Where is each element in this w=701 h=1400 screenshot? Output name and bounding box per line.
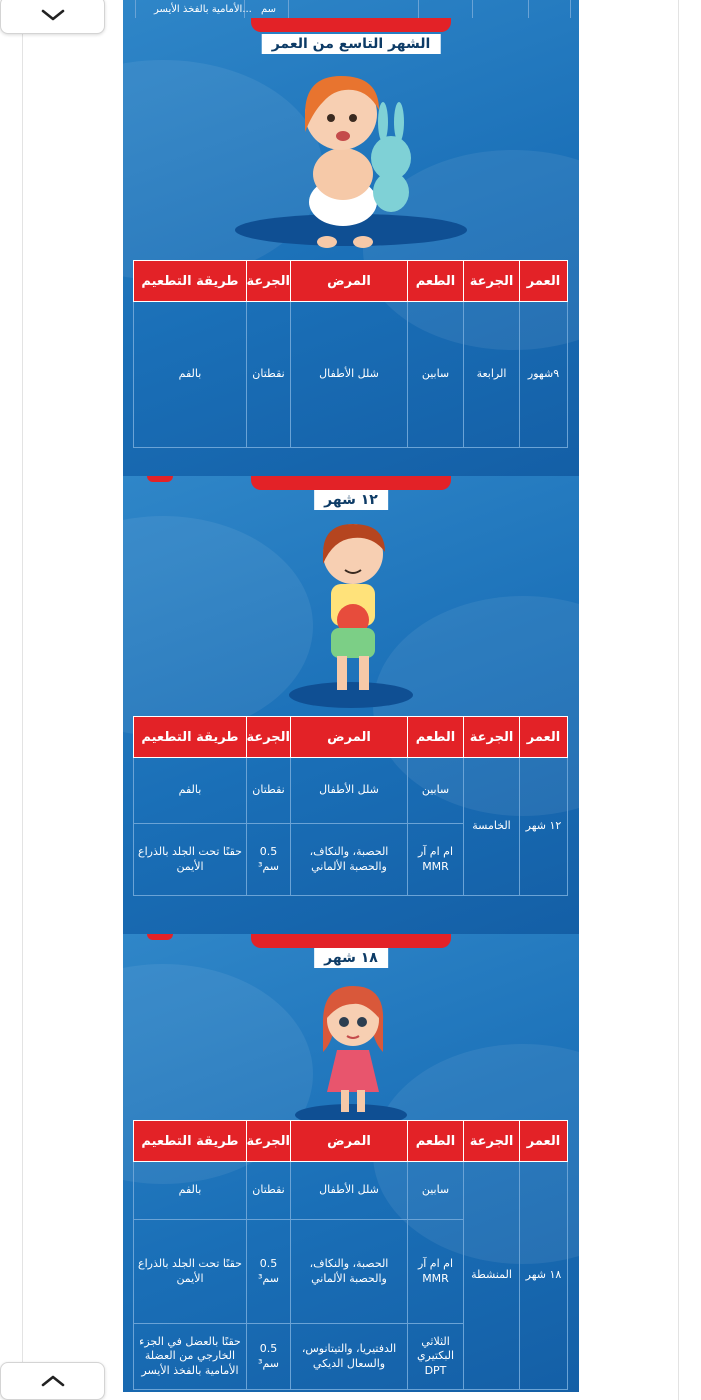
expand-button[interactable] — [0, 1362, 105, 1400]
disease-cell: الحصبة، والنكاف، والحصبة الألماني — [291, 1220, 408, 1324]
red-banner — [251, 934, 451, 948]
method-cell: حقنًا بالعضل في الجزء الخارجي من العضلة الأمامية بالفخذ الأيسر — [134, 1324, 247, 1390]
header-age: العمر — [520, 1121, 568, 1162]
header-dose: الجرعة — [247, 261, 291, 302]
table-row — [134, 758, 568, 824]
header-age: العمر — [520, 717, 568, 758]
method-cell: بالفم — [134, 758, 247, 824]
method-cell: حقنًا تحت الجلد بالذراع الأيمن — [134, 1220, 247, 1324]
header-dose: الجرعة — [247, 1121, 291, 1162]
header-method: طريقة التطعيم — [134, 717, 247, 758]
collapse-button[interactable] — [0, 0, 105, 34]
table-row — [134, 302, 568, 448]
disease-cell: شلل الأطفال — [291, 302, 408, 448]
table-header-row — [134, 1121, 568, 1162]
header-method: طريقة التطعيم — [134, 261, 247, 302]
disease-cell: شلل الأطفال — [291, 1162, 408, 1220]
age-cell: ١٨ شهر — [520, 1162, 568, 1390]
header-dose-number: الجرعة — [464, 261, 520, 302]
dose-cell: نقطتان — [247, 302, 291, 448]
dose-cell: نقطتان — [247, 1162, 291, 1220]
panel-month-18 — [123, 934, 579, 1392]
dose-cell: 0.5 سم³ — [247, 1220, 291, 1324]
logo-fragment — [147, 476, 173, 482]
dose-cell: 0.5 سم³ — [247, 1324, 291, 1390]
header-vaccine: الطعم — [408, 261, 464, 302]
vaccine-cell: ام ام آر MMR — [408, 1220, 464, 1324]
table-header-row — [134, 717, 568, 758]
left-border — [22, 0, 23, 1400]
right-border — [678, 0, 679, 1400]
disease-cell: شلل الأطفال — [291, 758, 408, 824]
vaccine-cell: الثلاثي البكتيري DPT — [408, 1324, 464, 1390]
header-disease: المرض — [291, 717, 408, 758]
header-dose-number: الجرعة — [464, 1121, 520, 1162]
dose-cell: 0.5 سم³ — [247, 824, 291, 896]
bg-wave — [123, 516, 313, 736]
age-cell: ٩شهور — [520, 302, 568, 448]
vaccine-cell: سابين — [408, 302, 464, 448]
prev-method-fragment: ...الأمامية بالفخذ الأيسر — [154, 4, 252, 15]
section-title: ١٢ شهر — [314, 490, 388, 510]
red-banner — [251, 18, 451, 32]
disease-cell: الدفتيريا، والتيتانوس، والسعال الديكي — [291, 1324, 408, 1390]
header-vaccine: الطعم — [408, 717, 464, 758]
vaccine-table — [133, 260, 568, 448]
vaccine-cell: سابين — [408, 758, 464, 824]
section-title: ١٨ شهر — [314, 948, 388, 968]
header-dose: الجرعة — [247, 717, 291, 758]
chevron-up-icon — [40, 1373, 66, 1389]
section-title: الشهر التاسع من العمر — [262, 34, 441, 54]
panel-month-9 — [123, 0, 579, 476]
dose-number-cell: الرابعة — [464, 302, 520, 448]
vaccine-cell: ام ام آر MMR — [408, 824, 464, 896]
toddler-illustration — [305, 520, 401, 700]
prev-table-fragment — [135, 0, 571, 18]
logo-fragment — [147, 934, 173, 940]
method-cell: بالفم — [134, 302, 247, 448]
method-cell: حقنًا تحت الجلد بالذراع الأيمن — [134, 824, 247, 896]
red-banner — [251, 476, 451, 490]
dose-number-cell: المنشطة — [464, 1162, 520, 1390]
header-vaccine: الطعم — [408, 1121, 464, 1162]
header-age: العمر — [520, 261, 568, 302]
table-row — [134, 1162, 568, 1220]
vaccine-table — [133, 1120, 568, 1390]
vaccine-cell: سابين — [408, 1162, 464, 1220]
age-cell: ١٢ شهر — [520, 758, 568, 896]
vaccine-table — [133, 716, 568, 896]
disease-cell: الحصبة، والنكاف، والحصبة الألماني — [291, 824, 408, 896]
girl-illustration — [313, 982, 393, 1118]
table-header-row — [134, 261, 568, 302]
header-method: طريقة التطعيم — [134, 1121, 247, 1162]
prev-dose-fragment: سم — [261, 4, 277, 15]
header-dose-number: الجرعة — [464, 717, 520, 758]
dose-number-cell: الخامسة — [464, 758, 520, 896]
method-cell: بالفم — [134, 1162, 247, 1220]
baby-illustration — [283, 62, 423, 252]
chevron-down-icon — [40, 7, 66, 23]
dose-cell: نقطتان — [247, 758, 291, 824]
header-disease: المرض — [291, 261, 408, 302]
header-disease: المرض — [291, 1121, 408, 1162]
panel-month-12 — [123, 476, 579, 934]
